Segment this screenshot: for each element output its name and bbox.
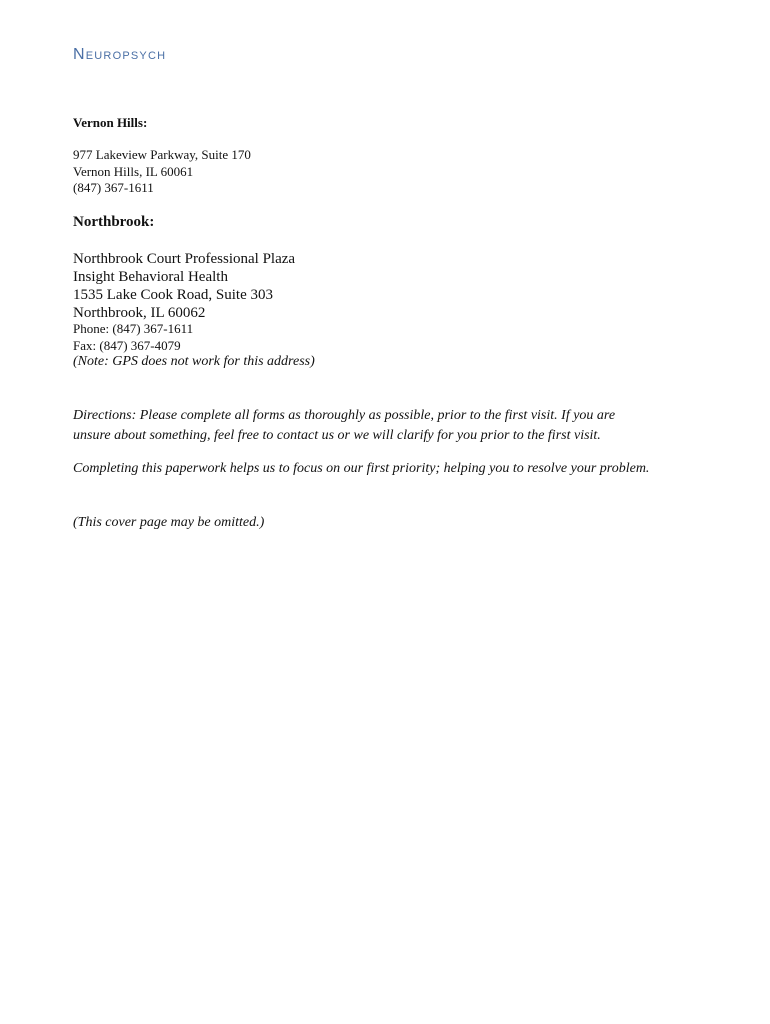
- directions-line: Directions: Please complete all forms as thoroughly as possible, prior to the first visit. If you are: [73, 408, 616, 423]
- gps-note: (Note: GPS does not work for this address): [73, 354, 315, 369]
- directions-line: unsure about something, feel free to contact us or we will clarify for you prior to the first visit.: [73, 427, 601, 443]
- directions-paragraph: [73, 406, 713, 445]
- address-line-practice: Insight Behavioral Health: [73, 269, 228, 285]
- omit-note: (This cover page may be omitted.): [73, 515, 265, 530]
- northbrook-fax: Fax: (847) 367-4079: [73, 338, 181, 353]
- completing-paragraph: Completing this paperwork helps us to focus on our first priority; helping you to resolve your problem.: [73, 461, 650, 476]
- address-line-street: 1535 Lake Cook Road, Suite 303: [73, 287, 273, 303]
- address-line-phone: (847) 367-1611: [73, 180, 154, 195]
- address-line-street: 977 Lakeview Parkway, Suite 170: [73, 147, 251, 162]
- northbrook-address: [73, 250, 295, 322]
- vernon-hills-address: [73, 147, 251, 197]
- vernon-hills-heading: Vernon Hills:: [73, 115, 148, 130]
- address-line-plaza: Northbrook Court Professional Plaza: [73, 251, 296, 267]
- address-line-city: Northbrook, IL 60062: [73, 305, 206, 321]
- northbrook-contact: [73, 320, 193, 354]
- northbrook-phone: Phone: (847) 367-1611: [73, 321, 194, 336]
- address-line-city: Vernon Hills, IL 60061: [73, 163, 194, 179]
- northbrook-heading: Northbrook:: [73, 214, 155, 230]
- neuropsych-logo: Neuropsych: [73, 46, 167, 63]
